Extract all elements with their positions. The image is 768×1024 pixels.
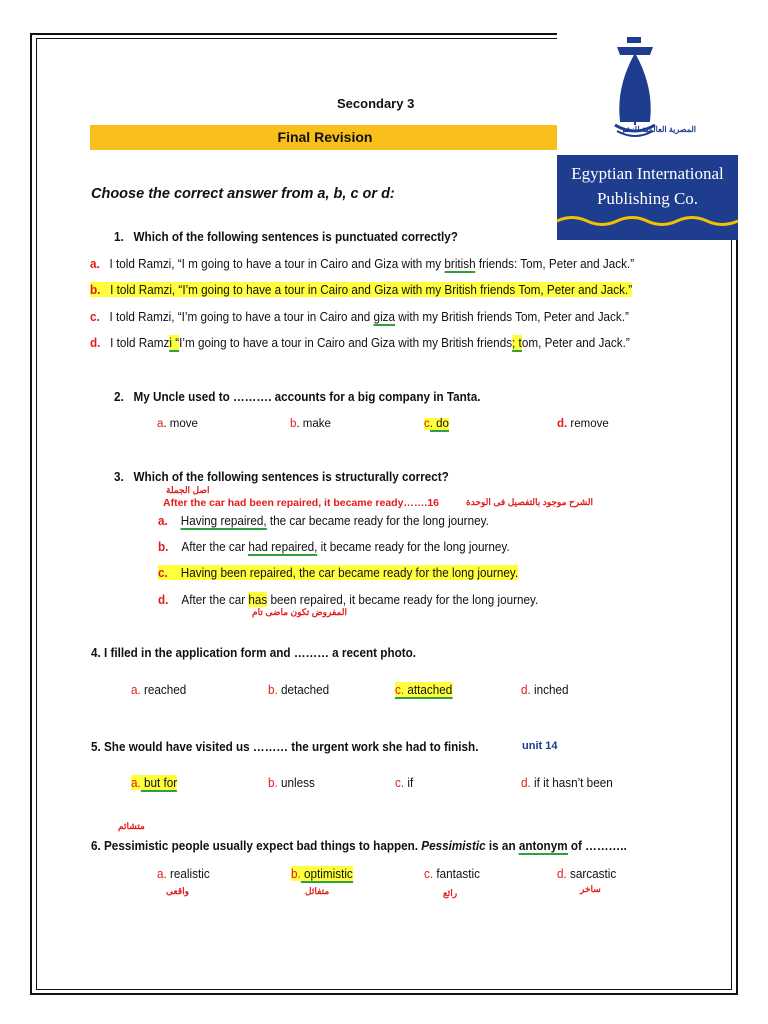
q6-translation-c: رائع [443, 888, 458, 898]
q4-option-d[interactable]: d. inched [521, 682, 569, 697]
q5-unit-note: unit 14 [522, 740, 558, 752]
q6-translation-b: متفائل [305, 886, 330, 896]
q2-option-c[interactable]: c. do [424, 418, 449, 430]
q1-option-a[interactable]: a. I told Ramzi, “I m going to have a tour in Cairo and Giza with my british friends: Tom, Peter and Jack.” [90, 256, 635, 271]
q5-option-c[interactable]: c. if [395, 775, 414, 790]
q5-option-b[interactable]: b. unless [268, 775, 315, 790]
logo-line-2: Publishing Co. [596, 189, 699, 208]
q1-option-b[interactable]: b. I told Ramzi, “I’m going to have a tour in Cairo and Giza with my British friends Tom, Peter and Jack.” [90, 282, 633, 297]
question-3: 3. Which of the following sentences is structurally correct? [114, 469, 449, 484]
question-6: 6. Pessimistic people usually expect bad things to happen. Pessimistic is an antonym of ……….. [91, 838, 627, 853]
question-2: 2. My Uncle used to ………. accounts for a big company in Tanta. [114, 389, 481, 404]
grade-level: Secondary 3 [337, 96, 415, 111]
q1-option-c[interactable]: c. I told Ramzi, “I’m going to have a tour in Cairo and giza with my British friends Tom, Peter and Jack.” [90, 309, 629, 324]
question-5: 5. She would have visited us ……… the urgent work she had to finish. [91, 739, 479, 754]
q3-note-past-perfect: المفروض تكون ماضى تام [252, 607, 347, 617]
q2-option-b[interactable]: b. make [290, 418, 331, 430]
question-4: 4. I filled in the application form and ……… a recent photo. [91, 645, 417, 660]
q6-translation-a: واقعى [166, 886, 189, 896]
logo-line-1: Egyptian International [571, 164, 724, 183]
logo-brand: Longman [607, 238, 688, 262]
q3-note-original: اصل الجملة [166, 485, 210, 495]
page-title: Final Revision [277, 129, 373, 145]
question-text: Which of the following sentences is punctuated correctly? [133, 229, 458, 244]
q2-option-d[interactable]: d. remove [557, 418, 609, 430]
instruction: Choose the correct answer from a, b, c or d: [91, 186, 395, 202]
question-1 [114, 229, 458, 244]
q2-option-a[interactable]: a. move [157, 418, 198, 430]
logo-emblem-area [557, 33, 738, 155]
q5-option-d[interactable]: d. if it hasn’t been [521, 775, 613, 790]
q3-note-sentence: After the car had been repaired, it became ready…….16 [163, 497, 440, 509]
q6-translation-d: ساخر [580, 884, 601, 894]
ship-emblem-icon [557, 33, 738, 155]
q3-option-b[interactable]: b. After the car had repaired, it became ready for the long journey. [158, 539, 510, 554]
logo-arabic-name: المصرية العالمية للنشر [620, 125, 696, 134]
q3-option-a[interactable]: a. Having repaired, the car became ready for the long journey. [158, 513, 489, 528]
q4-option-a[interactable]: a. reached [131, 682, 187, 697]
q6-option-b[interactable]: b. optimistic [291, 866, 353, 881]
q1-option-d[interactable]: d. I told Ramzi “I’m going to have a tour in Cairo and Giza with my British friends; tom, Peter and Jack.” [90, 335, 630, 350]
q3-note-unit: الشرح موجود بالتفصيل فى الوحدة [466, 497, 594, 507]
q3-option-d[interactable]: d. After the car has been repaired, it became ready for the long journey. [158, 592, 539, 607]
q3-option-c[interactable]: c. Having been repaired, the car became ready for the long journey. [158, 565, 519, 580]
q6-option-a[interactable]: a. realistic [157, 866, 210, 881]
publisher-logo [557, 33, 738, 262]
wave-decoration-icon [557, 214, 738, 228]
q6-option-c[interactable]: c. fantastic [424, 866, 480, 881]
q5-option-a[interactable]: a. but for [131, 775, 178, 790]
question-number: 1. [114, 229, 124, 244]
q6-note-pessimistic: متشائم [118, 821, 145, 831]
q6-option-d[interactable]: d. sarcastic [557, 866, 617, 881]
q4-option-b[interactable]: b. detached [268, 682, 330, 697]
q4-option-c[interactable]: c. attached [395, 682, 453, 697]
